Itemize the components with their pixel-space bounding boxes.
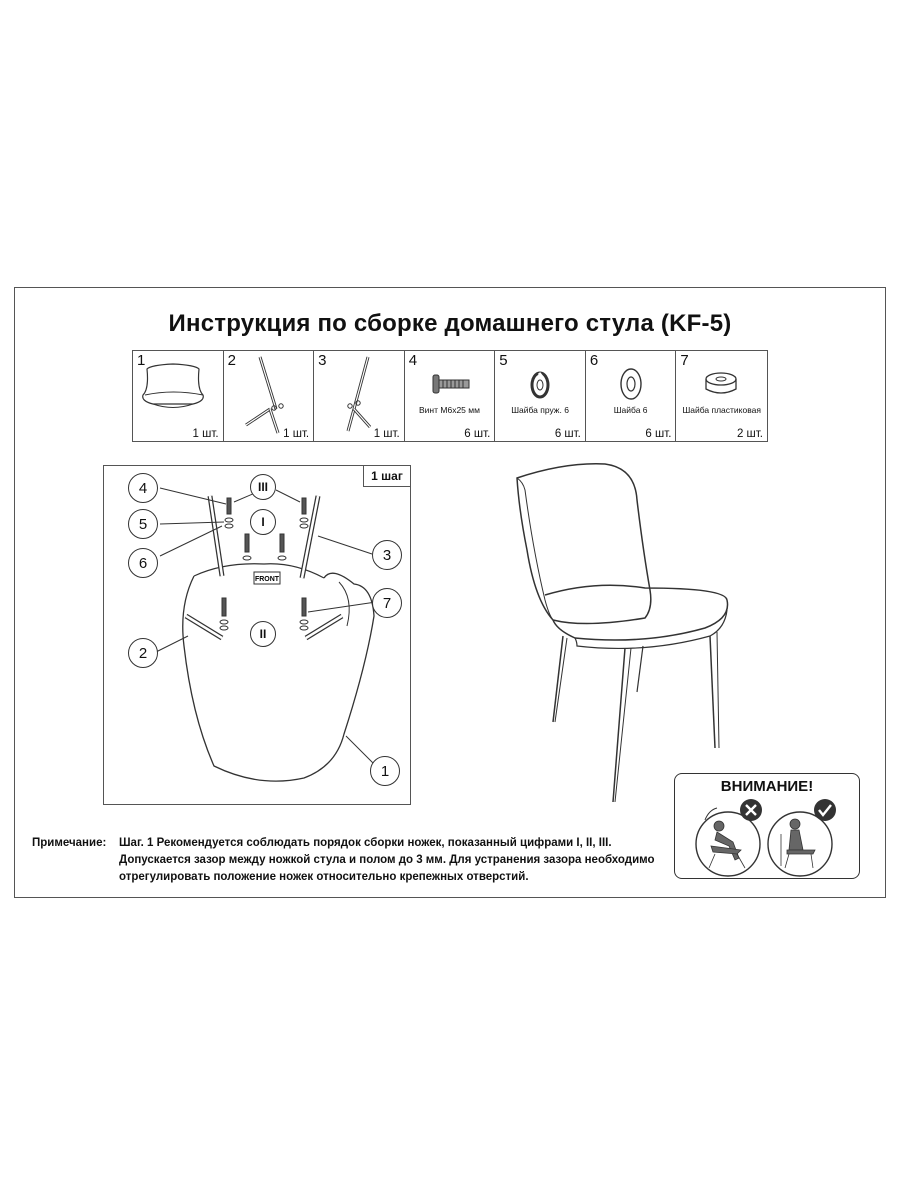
callout-2: 2 [128, 638, 158, 668]
attention-box [674, 773, 860, 879]
part-quantity: 1 шт. [373, 428, 400, 440]
callout-4: 4 [128, 473, 158, 503]
part-cell-7 [676, 351, 767, 441]
callout-1: 1 [370, 756, 400, 786]
step-1-panel [103, 465, 411, 805]
part-cell-2 [224, 351, 315, 441]
part-quantity: 1 шт. [283, 428, 310, 440]
assembled-chair-illustration [505, 460, 745, 810]
part-number: 7 [680, 352, 689, 369]
part-quantity: 6 шт. [554, 428, 581, 440]
part-caption: Шайба пластиковая [682, 405, 761, 415]
order-mark-I: I [250, 509, 276, 535]
part-cell-6 [586, 351, 677, 441]
part-caption: Шайба пруж. 6 [511, 405, 569, 415]
front-marker: FRONT [254, 576, 280, 583]
part-caption: Винт М6х25 мм [419, 405, 480, 415]
part-quantity: 1 шт. [192, 428, 219, 440]
step-label: 1 шаг [363, 466, 410, 487]
attention-title: ВНИМАНИЕ! [720, 778, 814, 795]
part-cell-1 [133, 351, 224, 441]
part-number: 6 [589, 352, 599, 369]
attention-pictograms [675, 774, 861, 880]
part-quantity: 6 шт. [645, 428, 672, 440]
part-quantity: 6 шт. [464, 428, 491, 440]
part-number: 2 [227, 352, 236, 369]
part-cell-4 [405, 351, 496, 441]
part-number: 5 [499, 352, 508, 369]
callout-3: 3 [372, 540, 402, 570]
part-quantity: 2 шт. [736, 428, 763, 440]
part-cell-3 [314, 351, 405, 441]
order-mark-II: II [250, 621, 276, 647]
part-cell-5 [495, 351, 586, 441]
parts-table [132, 350, 768, 442]
check-icon [814, 799, 836, 821]
part-number: 4 [408, 352, 418, 369]
part-number: 3 [318, 352, 327, 369]
part-number: 1 [137, 352, 146, 369]
page-title: Инструкция по сборке домашнего стула (KF-5) [168, 310, 732, 337]
note-text: Шаг. 1 Рекомендуется соблюдать порядок сборки ножек, показанный цифрами I, II, III. Допускается зазор между ножкой стула и полом до 3 мм. Для устранения зазора необходимо отрегулировать положение ножек относительно крепежных отверстий. [119, 837, 655, 883]
note-label: Примечание: [32, 837, 107, 849]
part-caption: Шайба 6 [613, 405, 648, 415]
callout-5: 5 [128, 509, 158, 539]
callout-6: 6 [128, 548, 158, 578]
order-mark-III: III [250, 474, 276, 500]
callout-7: 7 [372, 588, 402, 618]
